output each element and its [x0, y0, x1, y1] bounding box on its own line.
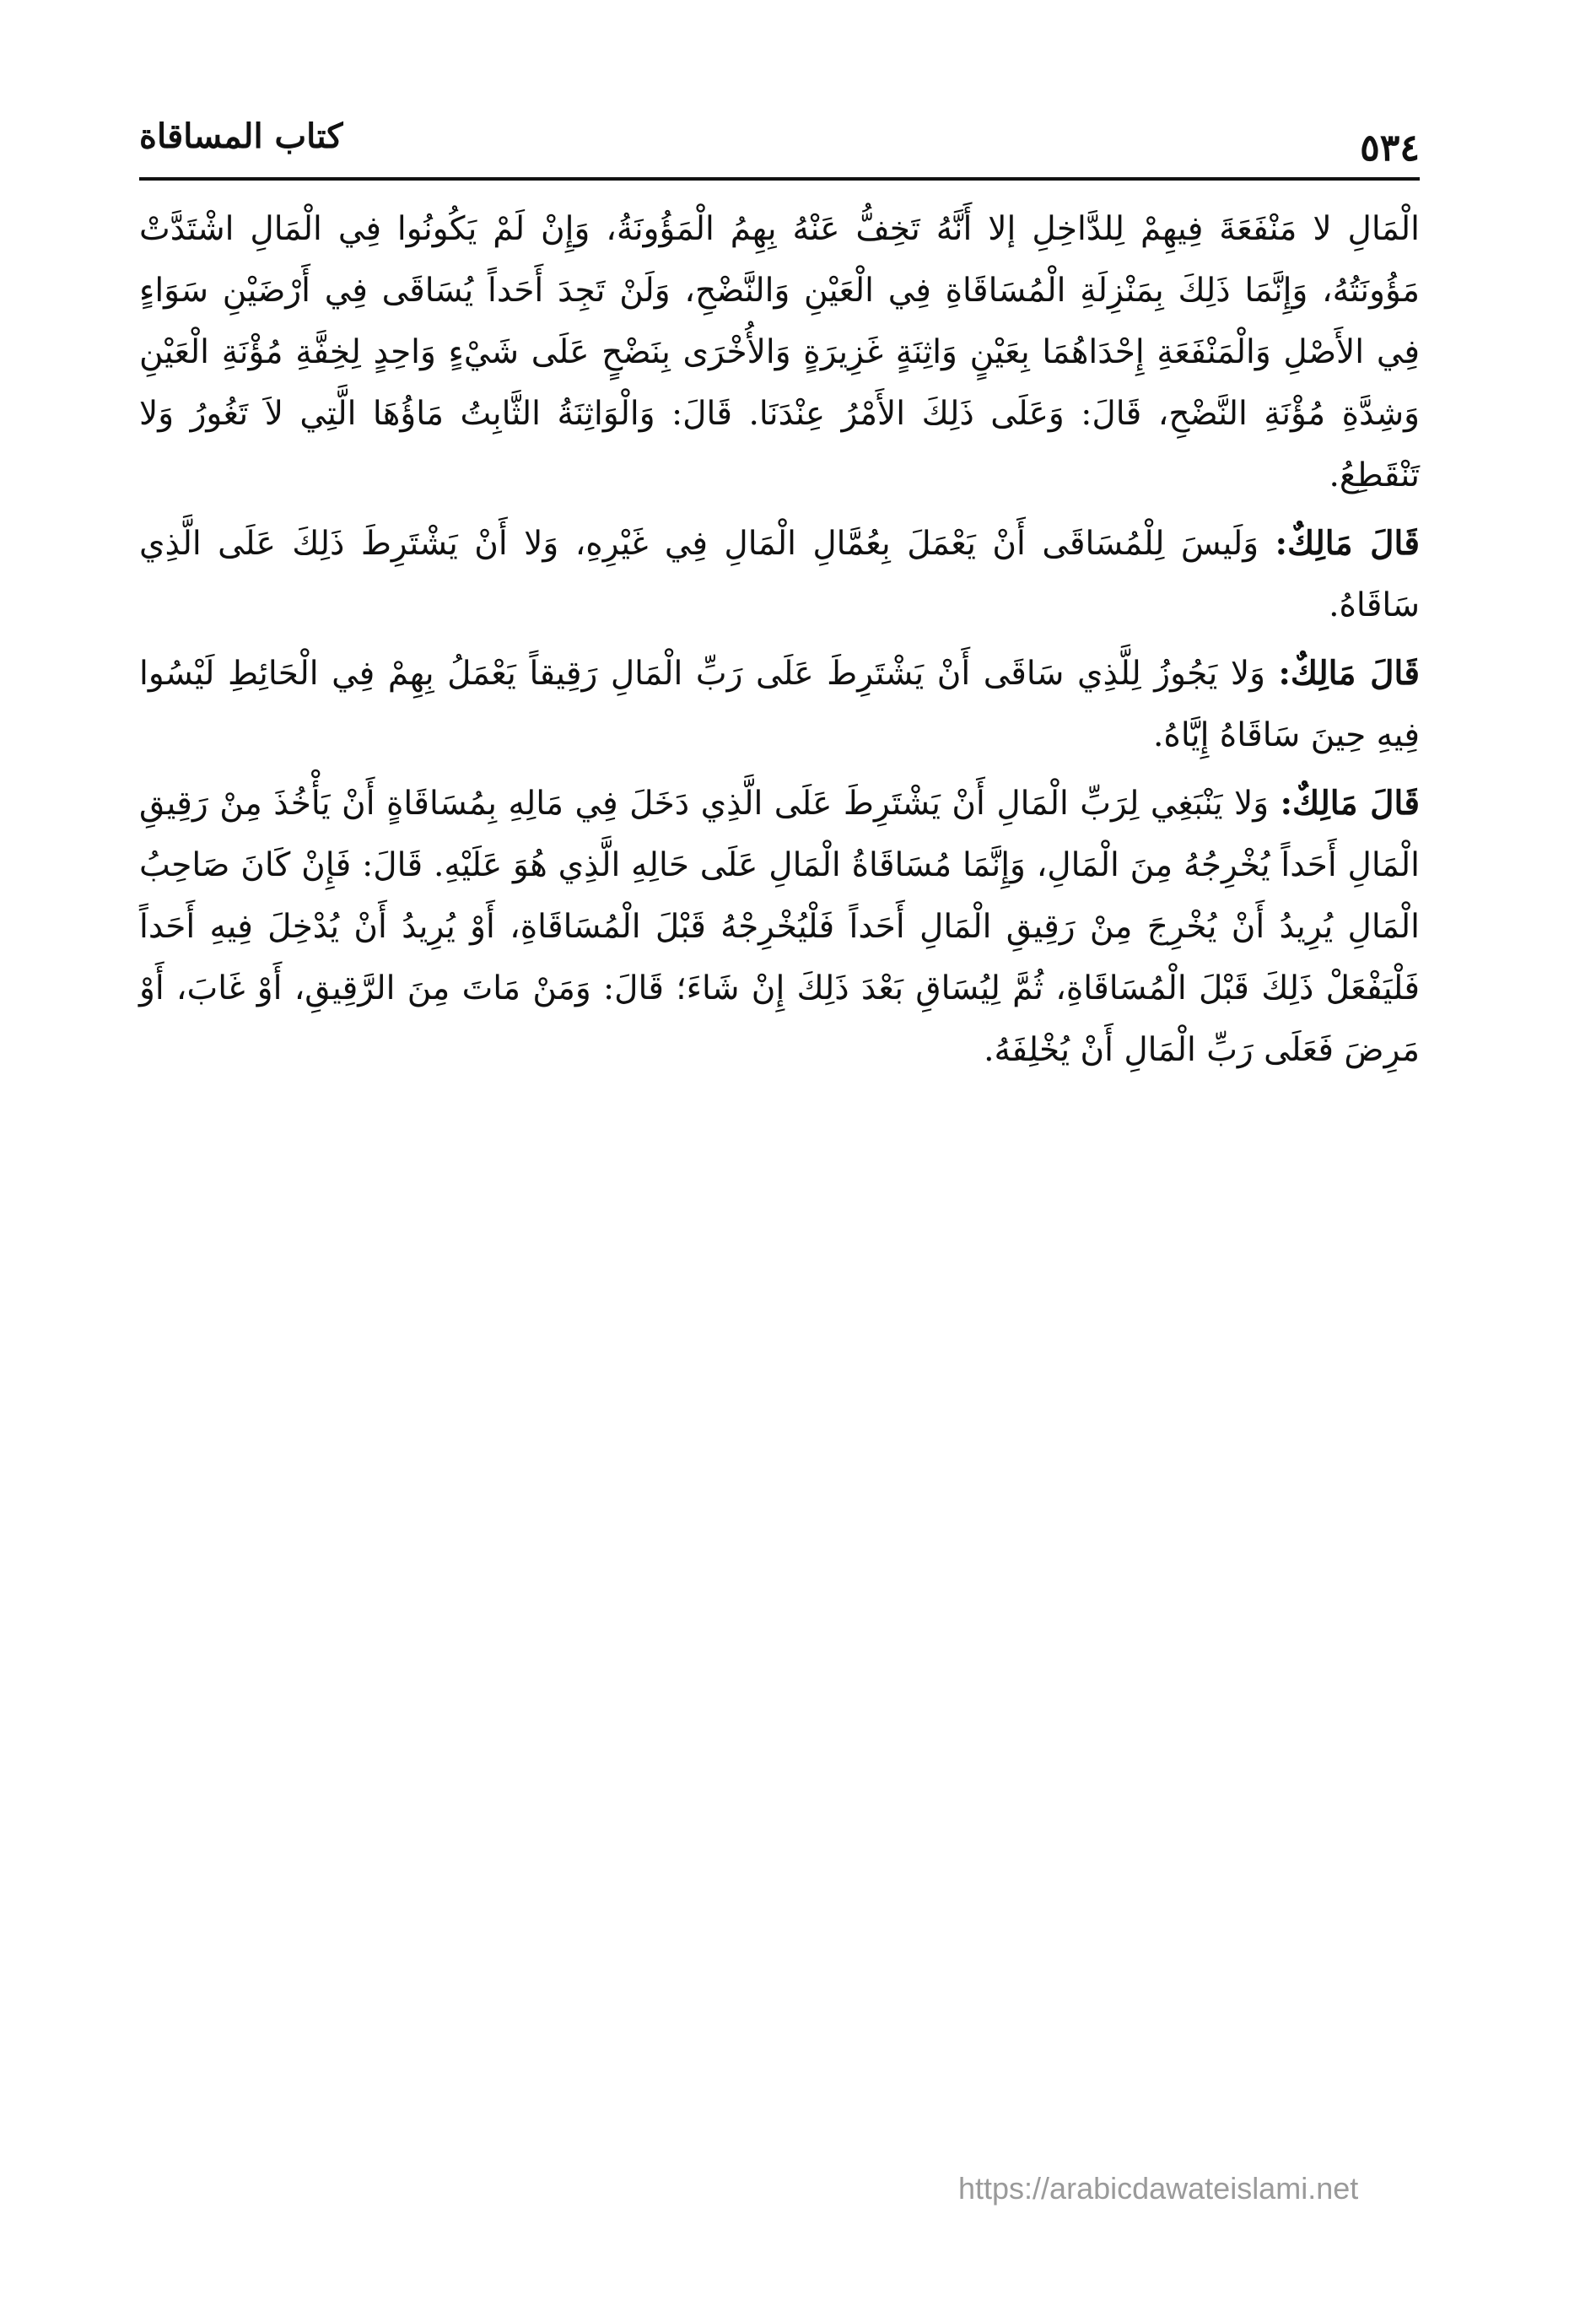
speaker-label: قَالَ مَالِكٌ:	[1278, 654, 1420, 693]
page-number: ٥٣٤	[1360, 127, 1420, 170]
paragraph-2-text: وَلَيسَ لِلْمُسَاقَى أَنْ يَعْمَلَ بِعُمَّالِ الْمَالِ فِي غَيْرِهِ، وَلا أَنْ يَشْتَرِطَ ذَلِكَ عَلَى الَّذِي سَاقَاهُ.	[139, 525, 1420, 624]
paragraph-4-text: وَلا يَنْبَغِي لِرَبِّ الْمَالِ أَنْ يَشْتَرِطَ عَلَى الَّذِي دَخَلَ فِي مَالِهِ بِمُسَاقَاةٍ أَنْ يَأْخُذَ مِنْ رَقِيقِ الْمَالِ أَحَداً يُخْرِجُهُ مِنَ الْمَالِ، وَإِنَّمَا مُسَاقَاةُ الْمَالِ عَلَى حَالِهِ الَّذِي هُوَ عَلَيْهِ. قَالَ: فَإِنْ كَانَ صَاحِبُ الْمَالِ يُرِيدُ أَنْ يُخْرِجَ مِنْ رَقِيقِ الْمَالِ أَحَداً فَلْيُخْرِجْهُ قَبْلَ الْمُسَاقَاةِ، أَوْ يُرِيدُ أَنْ يُدْخِلَ فِيهِ أَحَداً فَلْيَفْعَلْ ذَلِكَ قَبْلَ الْمُسَاقَاةِ، ثُمَّ لِيُسَاقِ بَعْدَ ذَلِكَ إِنْ شَاءَ؛ قَالَ: وَمَنْ مَاتَ مِنَ الرَّقِيقِ، أَوْ غَابَ، أَوْ مَرِضَ فَعَلَى رَبِّ الْمَالِ أَنْ يُخْلِفَهُ.	[139, 785, 1420, 1069]
book-title: كتاب المساقاة	[139, 116, 343, 156]
paragraph-3-text: وَلا يَجُوزُ لِلَّذِي سَاقَى أَنْ يَشْتَرِطَ عَلَى رَبِّ الْمَالِ رَقِيقاً يَعْمَلُ بِهِمْ فِي الْحَائِطِ لَيْسُوا فِيهِ حِينَ سَاقَاهُ إِيَّاهُ.	[139, 655, 1420, 754]
speaker-label: قَالَ مَالِكٌ:	[1275, 524, 1420, 563]
speaker-label: قَالَ مَالِكٌ:	[1280, 784, 1420, 823]
page-body	[139, 198, 1420, 1088]
page-header	[139, 108, 1420, 176]
paragraph-1	[139, 198, 1420, 506]
paragraph-2	[139, 513, 1420, 636]
paragraph-3	[139, 643, 1420, 766]
paragraph-4	[139, 773, 1420, 1081]
paragraph-1-text: الْمَالِ لا مَنْفَعَةَ فِيهِمْ لِلدَّاخِلِ إلا أَنَّهُ تَخِفُّ عَنْهُ بِهِمُ الْمَؤُونَةُ، وَإِنْ لَمْ يَكُونُوا فِي الْمَالِ اشْتَدَّتْ مَؤُونَتُهُ، وَإِنَّمَا ذَلِكَ بِمَنْزِلَةِ الْمُسَاقَاةِ فِي الْعَيْنِ وَالنَّضْحِ، وَلَنْ تَجِدَ أَحَداً يُسَاقَى فِي أَرْضَيْنِ سَوَاءٍ فِي الأَصْلِ وَالْمَنْفَعَةِ إِحْدَاهُمَا بِعَيْنٍ وَاثِنَةٍ غَزِيرَةٍ وَالأُخْرَى بِنَضْحٍ عَلَى شَيْءٍ وَاحِدٍ لِخِفَّةِ مُؤْنَةِ الْعَيْنِ وَشِدَّةِ مُؤْنَةِ النَّضْحِ، قَالَ: وَعَلَى ذَلِكَ الأَمْرُ عِنْدَنَا. قَالَ: وَالْوَاثِنَةُ الثَّابِتُ مَاؤُهَا الَّتِي لاَ تَغُورُ وَلا تَنْقَطِعُ.	[139, 210, 1420, 494]
header-divider	[139, 177, 1420, 181]
watermark-url: https://arabicdawateislami.net	[958, 2171, 1359, 2206]
